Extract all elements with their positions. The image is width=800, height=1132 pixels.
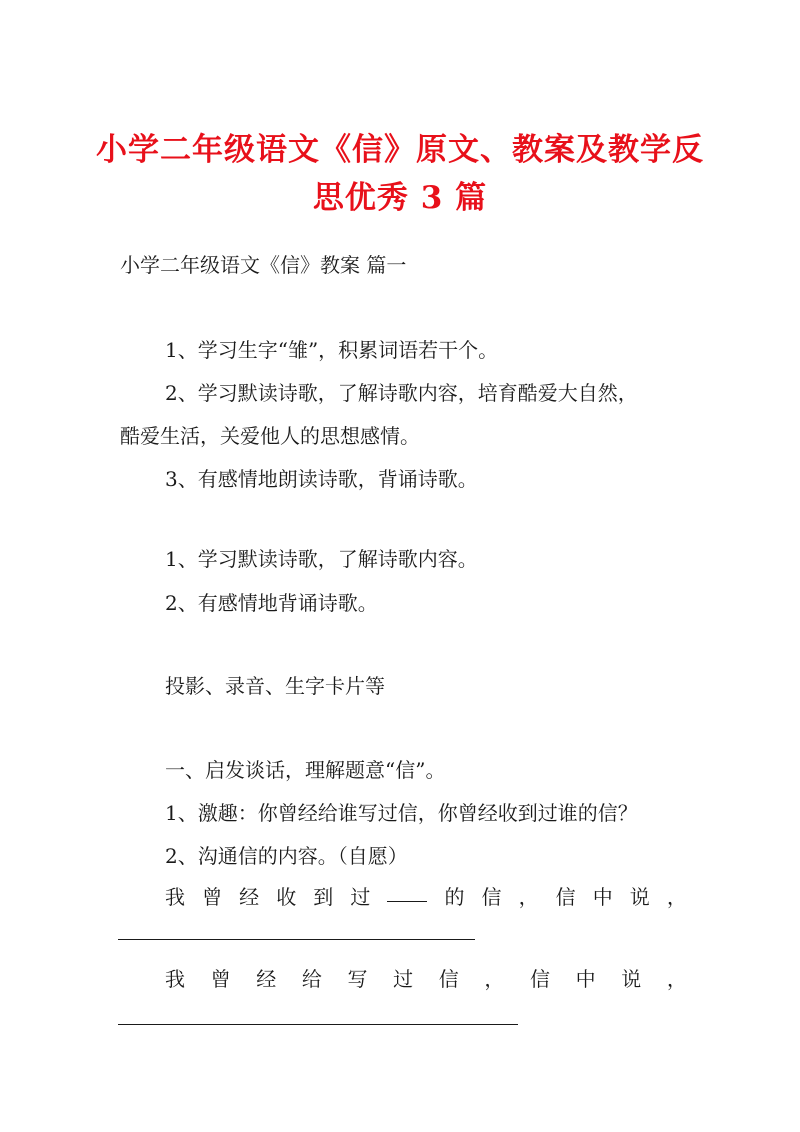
char: 信 [555, 885, 576, 909]
answer-line-2 [118, 1024, 518, 1025]
process-step-2: 2、沟通信的内容。（自愿） [165, 844, 408, 868]
char: 到 [313, 885, 334, 909]
fill-in-sentence-2 [165, 965, 687, 993]
process-step-1: 1、激趣：你曾经给谁写过信，你曾经收到过谁的信？ [165, 801, 638, 825]
document-title-line-1: 小学二年级语文《信》原文、教案及教学反 [96, 132, 704, 168]
goal-line-2-cont: 酷爱生活，关爱他人的思想感情。 [120, 424, 420, 448]
fill-in-sentence-1 [165, 883, 687, 911]
char: ， [518, 885, 539, 909]
char: 曾 [202, 885, 223, 909]
char: ， [484, 967, 505, 991]
char: 说 [629, 885, 650, 909]
char: 收 [276, 885, 297, 909]
answer-line-1 [118, 939, 475, 940]
document-title-line-2: 思优秀 3 篇 [312, 180, 488, 216]
char: 给 [301, 967, 322, 991]
char: 说 [621, 967, 642, 991]
key-point-1: 1、学习默读诗歌，了解诗歌内容。 [165, 547, 478, 571]
char: ， [666, 885, 687, 909]
char: 中 [592, 885, 613, 909]
char: 写 [347, 967, 368, 991]
char: 过 [350, 885, 371, 909]
goal-line-3: 3、有感情地朗读诗歌，背诵诗歌。 [165, 467, 478, 491]
char: 信 [481, 885, 502, 909]
char: 信 [438, 967, 459, 991]
char: 曾 [210, 967, 231, 991]
char: ， [666, 967, 687, 991]
section-heading: 小学二年级语文《信》教案 篇一 [120, 253, 407, 277]
key-point-2: 2、有感情地背诵诗歌。 [165, 591, 378, 615]
process-heading: 一、启发谈话，理解题意“信”。 [165, 758, 446, 782]
char: 经 [256, 967, 277, 991]
char: 信 [530, 967, 550, 991]
char: 中 [575, 967, 596, 991]
char: 经 [239, 885, 260, 909]
char: 的 [444, 885, 465, 909]
goal-line-1: 1、学习生字“雏”，积累词语若干个。 [165, 338, 499, 362]
materials-line: 投影、录音、生字卡片等 [165, 674, 385, 698]
blank-underline [387, 883, 427, 902]
char: 过 [393, 967, 414, 991]
char: 我 [165, 967, 185, 991]
goal-line-2: 2、学习默读诗歌，了解诗歌内容，培育酷爱大自然， [165, 381, 638, 405]
char: 我 [165, 885, 185, 909]
